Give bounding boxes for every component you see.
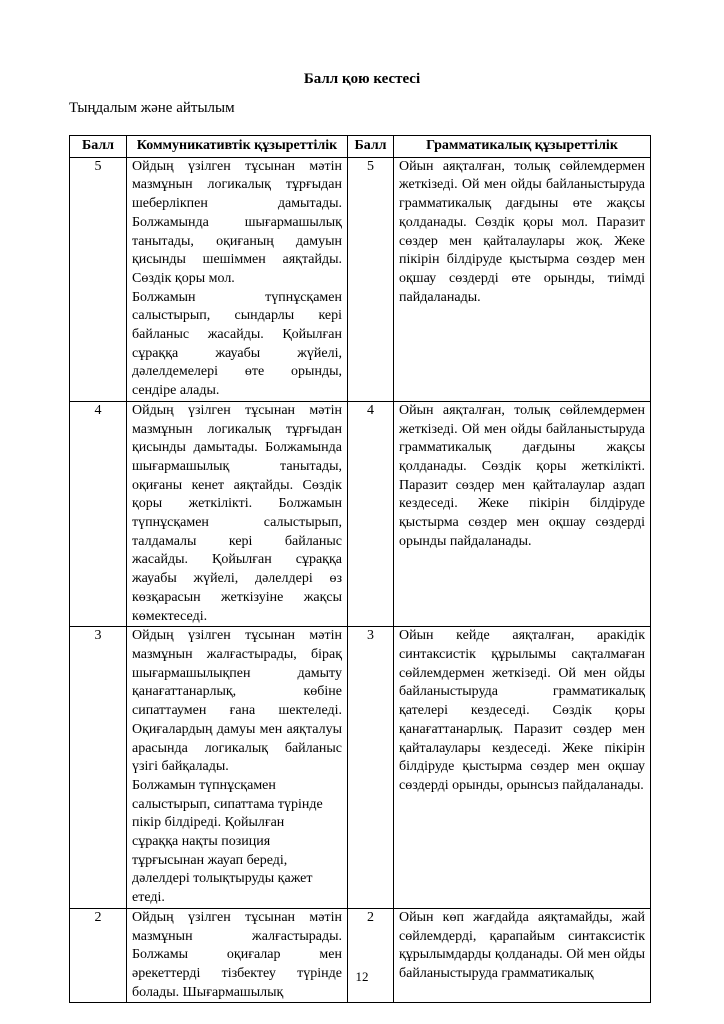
page-number: 12 xyxy=(355,969,369,984)
grammatical-cell xyxy=(394,908,651,1003)
cell-text: Ойдың үзілген тұсынан мәтін мазмұнын жалғастырады. Болжамы оқиғалар мен әрекеттерді тізбектеу түрінде болады. Шығармашылық xyxy=(132,909,342,1000)
table-row xyxy=(70,908,651,1003)
table-row xyxy=(70,401,651,626)
score-cell: 3 xyxy=(70,627,127,909)
communicative-cell xyxy=(127,157,348,401)
table-row xyxy=(70,627,651,909)
section-subtitle: Тыңдалым және айтылым xyxy=(69,100,235,116)
communicative-cell xyxy=(127,908,348,1003)
grammatical-cell xyxy=(394,157,651,401)
cell-text: Болжамын түпнұсқамен салыстырып, сындарлы кері байланыс жасайды. Қойылған сұраққа жауабы жүйелі, дәлелдемелері өте орынды, сендіре алады. xyxy=(132,289,342,399)
header-score-1: Балл xyxy=(70,136,127,158)
score-cell: 4 xyxy=(70,401,127,626)
header-grammatical: Грамматикалық құзыреттілік xyxy=(394,136,651,158)
score-cell: 5 xyxy=(70,157,127,401)
cell-text: Ойдың үзілген тұсынан мәтін мазмұнын жалғастырады, бірақ шығармашылықпен дамыту қанағаттанарлық, көбіне сипаттаумен ғана шектеледі. Оқиғалардың дамуы мен аяқталуы арасында логикалық байланыс үзігі байқалады. xyxy=(132,628,342,775)
score-cell: 2 xyxy=(348,908,394,1003)
score-cell: 5 xyxy=(348,157,394,401)
cell-text: Болжамын түпнұсқамен салыстырып, сипаттама түрінде пікір білдіреді. Қойылған сұраққа нақты позиция тұрғысынан жауап береді, дәлелдері толықтыруды қажет етеді. xyxy=(132,777,323,906)
grammatical-cell xyxy=(394,401,651,626)
table-header-row xyxy=(70,136,651,158)
score-cell: 2 xyxy=(70,908,127,1003)
header-communicative: Коммуникативтік құзыреттілік xyxy=(127,136,348,158)
cell-text: Ойын көп жағдайда аяқтамайды, жай сөйлемдерді, қарапайым синтаксистік құрылымдарды қолданады. Ой мен ойды байланыстыруда грамматикалық xyxy=(399,909,645,981)
grammatical-cell xyxy=(394,627,651,909)
cell-text: Ойдың үзілген тұсынан мәтін мазмұнын логикалық тұрғыдан қисынды дамытады. Болжамында шығармашылық танытады, оқиғаны кенет аяқтайды. Сөздік қоры жеткілікті. Болжамын түпнұсқамен салыстырып, талдамалы кері байланыс жасайды. Қойылған сұраққа жауабы жүйелі, дәлелдері өз көзқарасын жеткізуіне жақсы көмектеседі. xyxy=(132,402,342,624)
cell-text: Ойын кейде аяқталған, аракідік синтаксистік құрылымы сақталмаған сөйлемдермен жеткізеді. Ой мен ойды байланыстыруда грамматикалық қателері кездеседі. Сөздік қоры қанағаттанарлық. Паразит сөздер мен қайталаулары кездеседі. Жеке пікірін білдіруде қыстырма сөздер мен оқшау сөздерді орынды, орынсыз пайдаланады. xyxy=(399,628,645,793)
header-score-2: Балл xyxy=(348,136,394,158)
cell-text: Ойын аяқталған, толық сөйлемдермен жеткізеді. Ой мен ойды байланыстыруда грамматикалық дағдыны жақсы қолданады. Сөздік қоры жеткілікті. Паразит сөздер мен қайталаулар аздап кездеседі. Жеке пікірін білдіруде қыстырма сөздер мен оқшау сөздерді орынды пайдаланады. xyxy=(399,402,645,549)
communicative-cell xyxy=(127,627,348,909)
cell-text: Ойын аяқталған, толық сөйлемдермен жеткізеді. Ой мен ойды байланыстыруда грамматикалық дағдыны өте жақсы қолданады. Сөздік қоры мол. Паразит сөздер мен қайталаулары жоқ. Жеке пікірін білдіруде қыстырма сөздер мен оқшау сөздерді өте орынды, тиімді пайдаланады. xyxy=(399,158,645,305)
scoring-table xyxy=(69,135,651,1003)
score-cell: 4 xyxy=(348,401,394,626)
page-title: Балл қою кестесі xyxy=(303,71,421,87)
table-row xyxy=(70,157,651,401)
cell-text: Ойдың үзілген тұсынан мәтін мазмұнын логикалық тұрғыдан шеберлікпен дамытады. Болжамында шығармашылық танытады, оқиғаның дамуын қисынды шешіммен аяқтайды. Сөздік қоры мол. xyxy=(132,158,342,286)
communicative-cell xyxy=(127,401,348,626)
score-cell: 3 xyxy=(348,627,394,909)
